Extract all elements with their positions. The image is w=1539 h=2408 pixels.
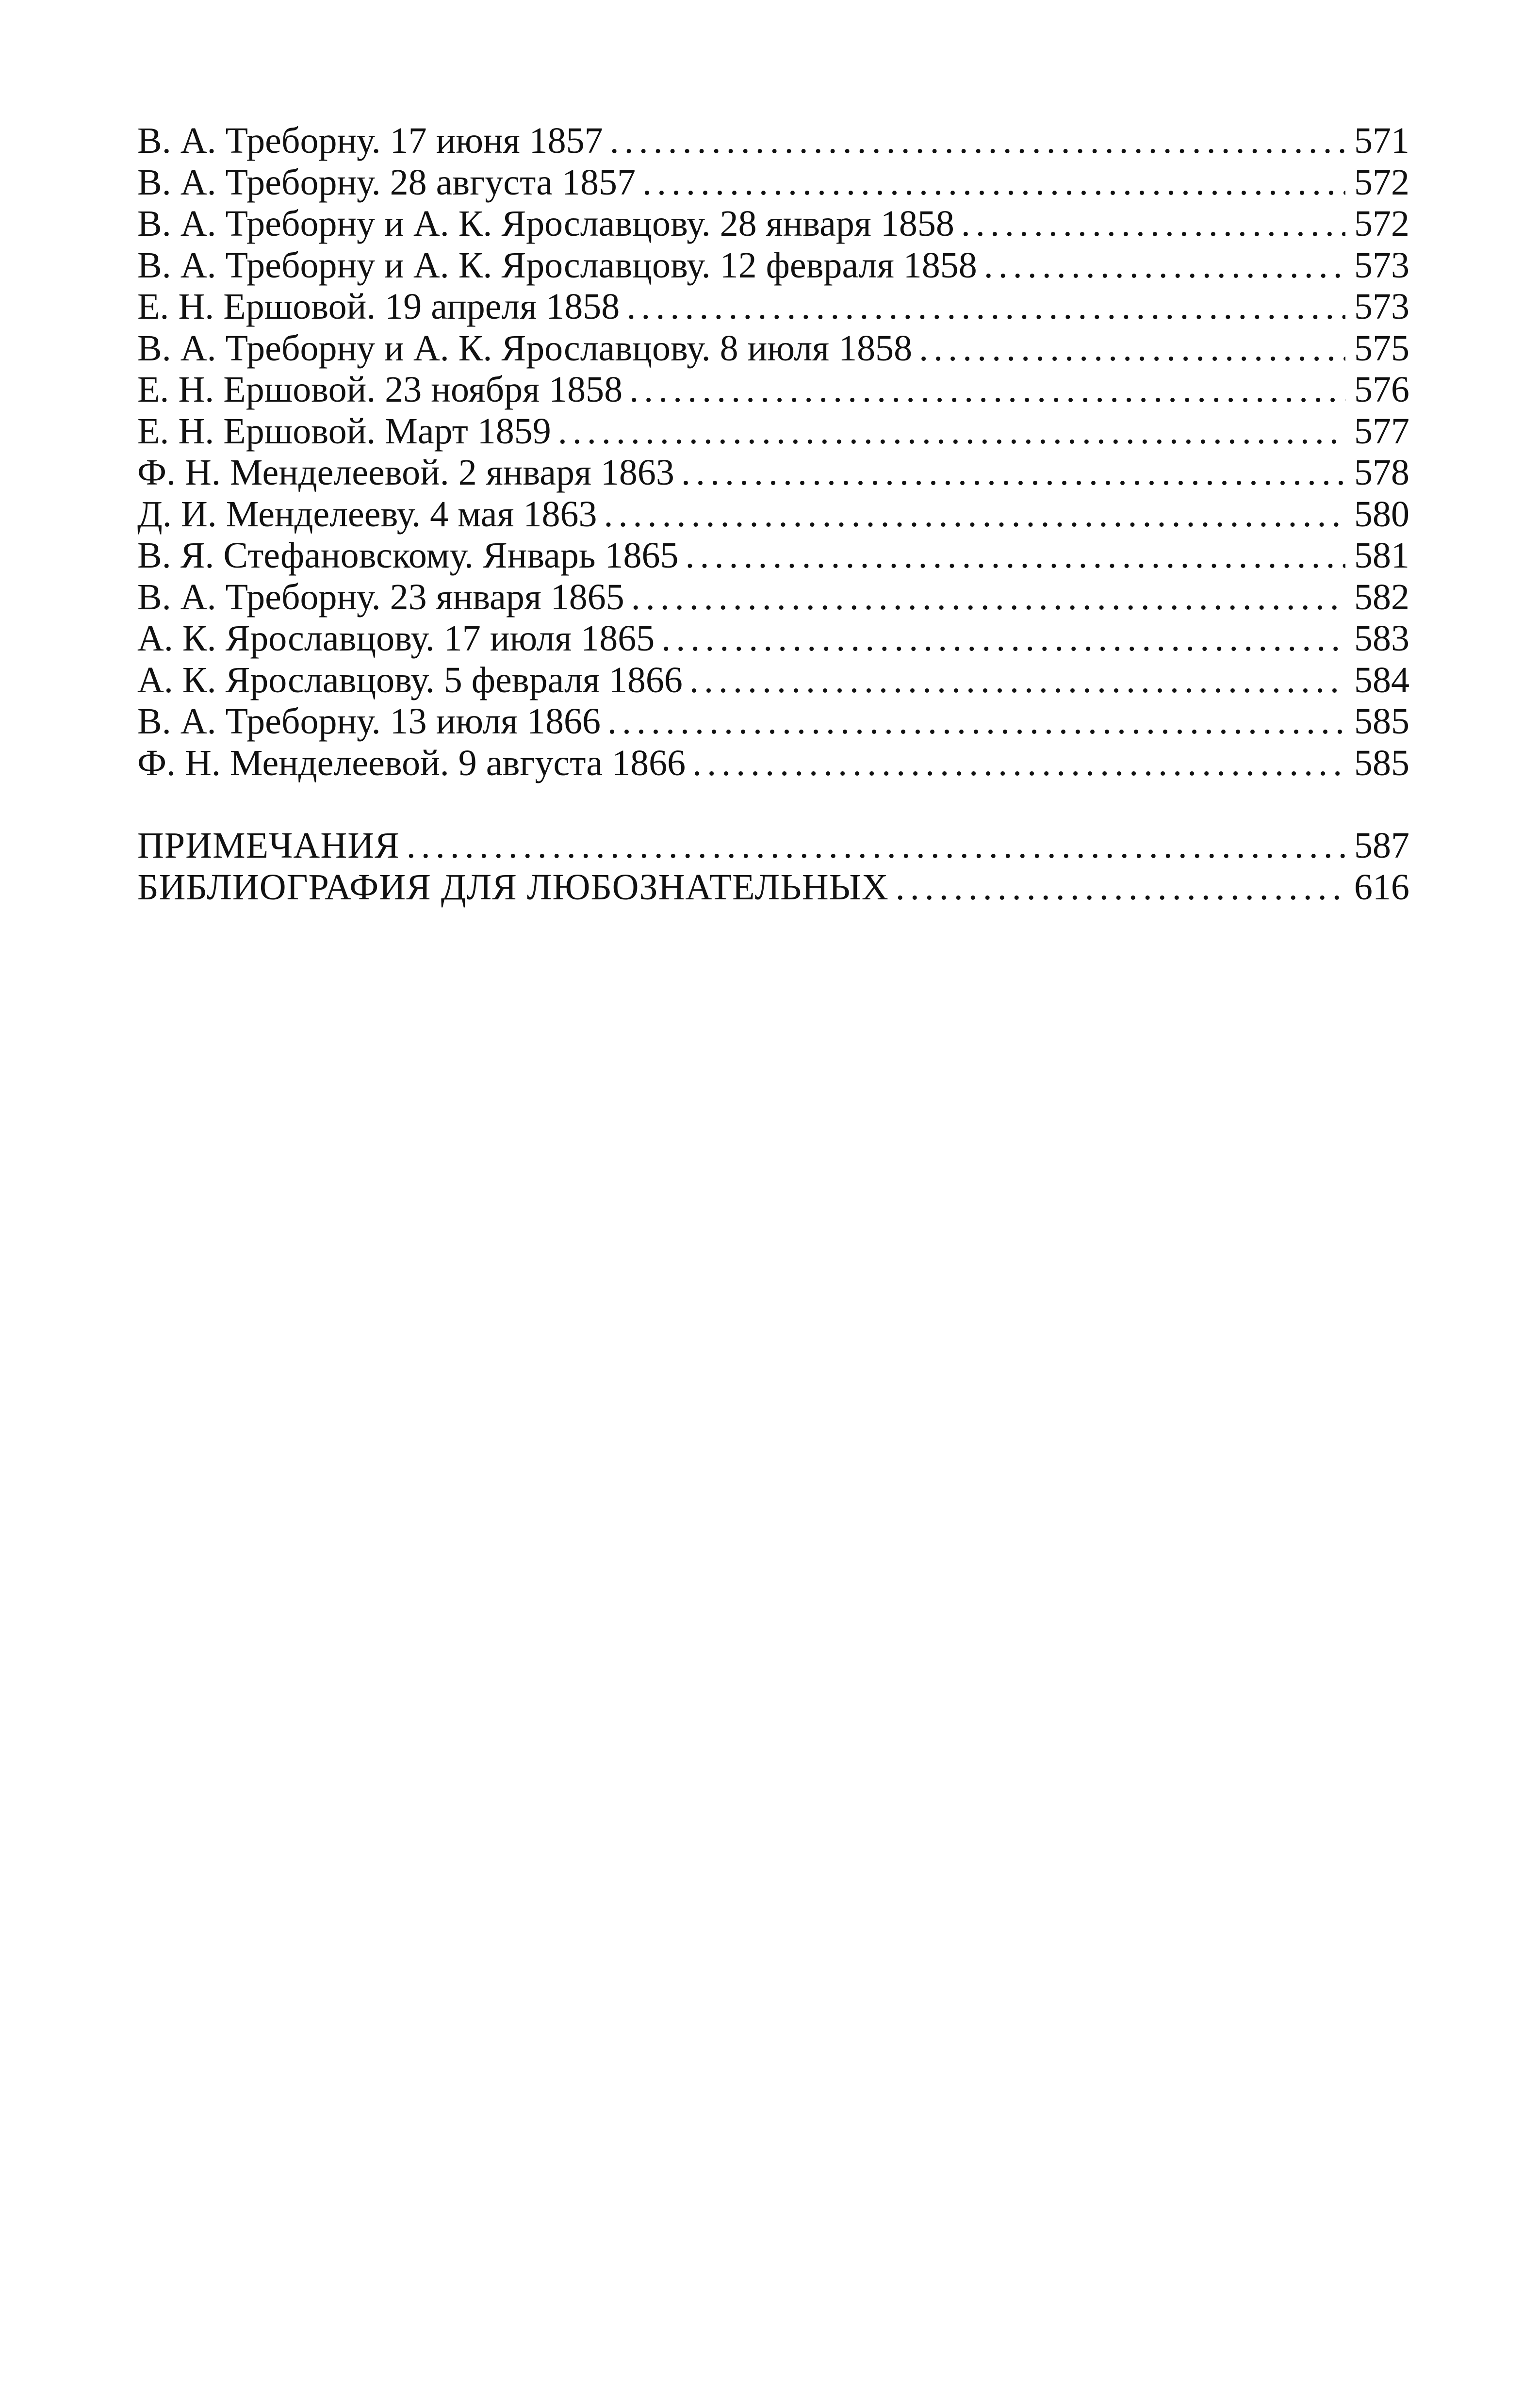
dot-leader xyxy=(629,369,1345,411)
toc-entry-title: В. А. Треборну. 13 июля 1866 xyxy=(137,701,601,742)
toc-entry xyxy=(137,577,1409,618)
toc-section-page: 587 xyxy=(1354,825,1409,866)
toc-entry-title: Ф. Н. Менделеевой. 2 января 1863 xyxy=(137,452,674,493)
toc-entry xyxy=(137,535,1409,577)
toc-entry xyxy=(137,452,1409,494)
toc-entry xyxy=(137,203,1409,245)
toc-entry xyxy=(137,701,1409,743)
toc-entry-title: В. А. Треборну. 17 июня 1857 xyxy=(137,120,603,161)
dot-leader xyxy=(686,535,1345,577)
dot-leader xyxy=(681,452,1345,494)
toc-entry-title: В. А. Треборну. 28 августа 1857 xyxy=(137,162,636,203)
dot-leader xyxy=(631,577,1345,618)
toc-entry-title: В. А. Треборну и А. К. Ярославцову. 28 января 1858 xyxy=(137,203,954,244)
toc-section-entry xyxy=(137,867,1409,909)
toc-entry-page: 581 xyxy=(1354,535,1409,576)
toc-entry-page: 572 xyxy=(1354,162,1409,203)
dot-leader xyxy=(896,867,1345,909)
dot-leader xyxy=(919,328,1345,370)
dot-leader xyxy=(642,162,1345,204)
dot-leader xyxy=(961,203,1345,245)
toc-entry xyxy=(137,369,1409,411)
toc-entry xyxy=(137,162,1409,204)
toc-entry xyxy=(137,618,1409,660)
dot-leader xyxy=(610,120,1345,162)
toc-entry xyxy=(137,120,1409,162)
dot-leader xyxy=(558,411,1345,453)
toc-entry-page: 575 xyxy=(1354,327,1409,369)
toc-section-entry xyxy=(137,825,1409,867)
toc-entry xyxy=(137,245,1409,287)
dot-leader xyxy=(661,618,1345,660)
toc-entry-page: 582 xyxy=(1354,576,1409,618)
toc-entry xyxy=(137,328,1409,370)
toc-entry xyxy=(137,743,1409,784)
toc-entry-page: 577 xyxy=(1354,410,1409,452)
table-of-contents xyxy=(137,120,1409,908)
toc-entry-title: В. Я. Стефановскому. Январь 1865 xyxy=(137,535,679,576)
toc-entry-page: 573 xyxy=(1354,244,1409,286)
dot-leader xyxy=(407,825,1345,867)
toc-entry-title: Е. Н. Ершовой. 23 ноября 1858 xyxy=(137,369,623,410)
dot-leader xyxy=(626,286,1345,328)
toc-entry xyxy=(137,286,1409,328)
toc-entry-title: В. А. Треборну и А. К. Ярославцову. 12 февраля 1858 xyxy=(137,244,977,286)
toc-section-title: БИБЛИОГРАФИЯ ДЛЯ ЛЮБОЗНАТЕЛЬНЫХ xyxy=(137,866,889,908)
toc-entry-page: 571 xyxy=(1354,120,1409,161)
toc-entry xyxy=(137,494,1409,536)
toc-entry-page: 585 xyxy=(1354,701,1409,742)
toc-entry-title: Ф. Н. Менделеевой. 9 августа 1866 xyxy=(137,742,686,783)
toc-entry-page: 573 xyxy=(1354,286,1409,327)
toc-section-page: 616 xyxy=(1354,866,1409,908)
section-gap xyxy=(137,784,1409,825)
toc-entry-title: Д. И. Менделееву. 4 мая 1863 xyxy=(137,493,597,535)
toc-entry-title: А. К. Ярославцову. 5 февраля 1866 xyxy=(137,659,683,700)
toc-entry-title: Е. Н. Ершовой. 19 апреля 1858 xyxy=(137,286,620,327)
toc-entry-page: 572 xyxy=(1354,203,1409,244)
dot-leader xyxy=(692,743,1345,784)
toc-entry-page: 578 xyxy=(1354,452,1409,493)
toc-section-title: ПРИМЕЧАНИЯ xyxy=(137,825,400,866)
dot-leader xyxy=(689,660,1345,701)
toc-entry-title: Е. Н. Ершовой. Март 1859 xyxy=(137,410,551,452)
toc-entry-title: А. К. Ярославцову. 17 июля 1865 xyxy=(137,618,655,659)
toc-entry-title: В. А. Треборну. 23 января 1865 xyxy=(137,576,624,618)
toc-entry-page: 583 xyxy=(1354,618,1409,659)
dot-leader xyxy=(984,245,1345,287)
toc-entry-title: В. А. Треборну и А. К. Ярославцову. 8 июля 1858 xyxy=(137,327,913,369)
toc-entry-page: 585 xyxy=(1354,742,1409,783)
dot-leader xyxy=(604,494,1345,536)
toc-entry-page: 584 xyxy=(1354,659,1409,700)
toc-entry-page: 580 xyxy=(1354,493,1409,535)
toc-entry xyxy=(137,660,1409,701)
toc-entry xyxy=(137,411,1409,453)
dot-leader xyxy=(607,701,1345,743)
toc-entry-page: 576 xyxy=(1354,369,1409,410)
